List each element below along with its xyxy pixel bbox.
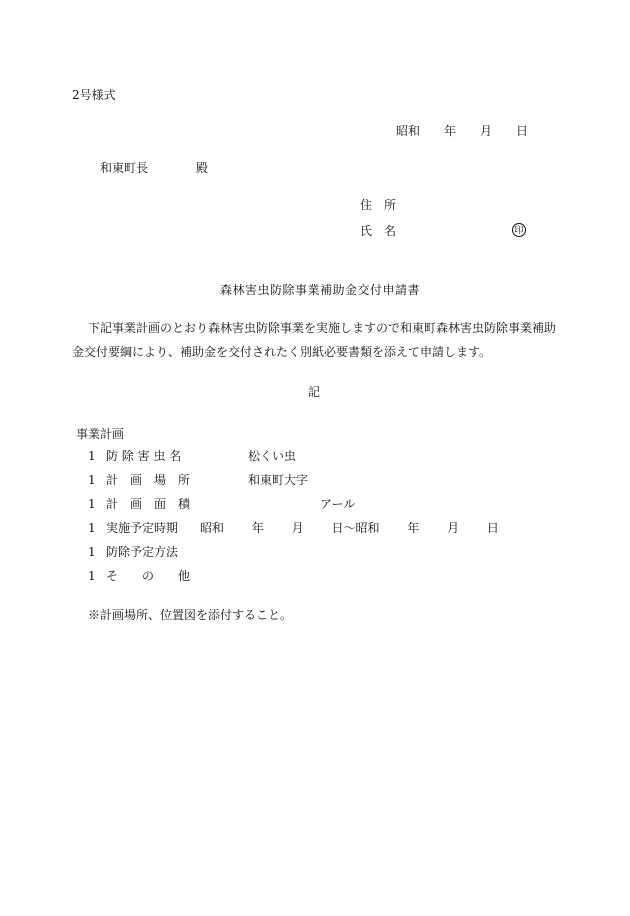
body-paragraph bbox=[72, 316, 562, 364]
addressee-honorific: 殿 bbox=[196, 161, 209, 175]
plan-item-number: 1 bbox=[88, 449, 96, 463]
plan-heading: 事業計画 bbox=[76, 427, 125, 441]
date-era: 昭和 bbox=[396, 124, 421, 138]
body-line-2: 金交付要綱により、補助金を交付されたく別紙必要書類を添えて申請します。 bbox=[72, 345, 492, 359]
name-label: 氏 名 bbox=[360, 224, 397, 238]
form-number: 2号様式 bbox=[72, 88, 116, 102]
plan-item-label: 計 画 面 積 bbox=[106, 497, 191, 511]
seal-mark-icon: 印 bbox=[512, 223, 526, 237]
attachment-note: ※計画場所、位置図を添付すること。 bbox=[88, 608, 293, 622]
plan-item-number: 1 bbox=[88, 497, 96, 511]
plan-item-value: 和東町大字 bbox=[248, 473, 309, 487]
plan-item-label: 計 画 場 所 bbox=[106, 473, 191, 487]
plan-item-value: アール bbox=[320, 497, 356, 511]
plan-item-number: 1 bbox=[88, 545, 96, 559]
plan-item-value: 昭和 年 月 日～昭和 年 月 日 bbox=[200, 521, 499, 535]
date-month: 月 bbox=[480, 124, 493, 138]
plan-item-value: 松くい虫 bbox=[248, 449, 297, 463]
plan-item-number: 1 bbox=[88, 521, 96, 535]
plan-item-number: 1 bbox=[88, 569, 96, 583]
plan-item-number: 1 bbox=[88, 473, 96, 487]
plan-item-label: 防 除 害 虫 名 bbox=[106, 449, 182, 463]
plan-item-label: 防除予定方法 bbox=[106, 545, 179, 559]
plan-item-label: そ の 他 bbox=[106, 569, 191, 583]
address-label: 住 所 bbox=[360, 198, 397, 212]
date-year: 年 bbox=[444, 124, 457, 138]
ki-heading: 記 bbox=[308, 385, 321, 399]
plan-item-label: 実施予定時期 bbox=[106, 521, 179, 535]
addressee-name: 和東町長 bbox=[100, 161, 149, 175]
body-line-1: 下記事業計画のとおり森林害虫防除事業を実施しますので和東町森林害虫防除事業補助 bbox=[88, 321, 557, 335]
document-title: 森林害虫防除事業補助金交付申請書 bbox=[220, 283, 421, 297]
date-day: 日 bbox=[516, 124, 529, 138]
